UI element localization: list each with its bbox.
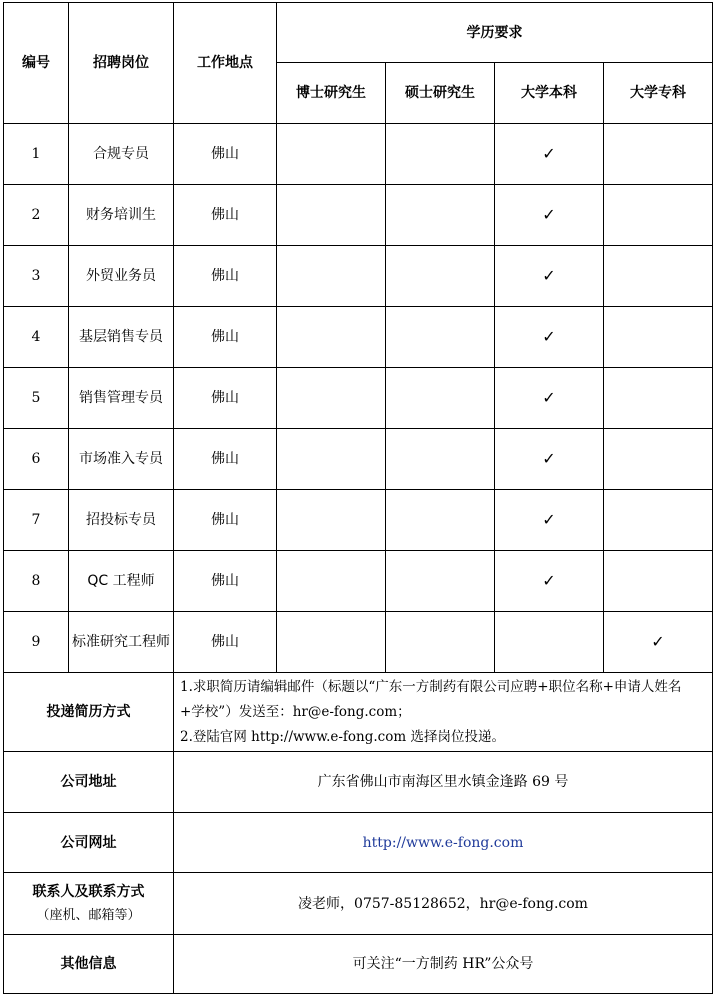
check-icon: ✓ xyxy=(542,388,556,407)
edu-cell-phd xyxy=(277,307,386,368)
row-location: 佛山 xyxy=(174,612,277,673)
header-edu-bachelor: 大学本科 xyxy=(495,63,604,124)
row-number: 6 xyxy=(4,429,69,490)
row-location: 佛山 xyxy=(174,124,277,185)
row-number: 1 xyxy=(4,124,69,185)
row-location: 佛山 xyxy=(174,551,277,612)
table-row xyxy=(4,124,713,185)
header-no: 编号 xyxy=(4,3,69,124)
row-location: 佛山 xyxy=(174,246,277,307)
other-info-value: 可关注“一方制药 HR”公众号 xyxy=(174,935,713,994)
check-icon: ✓ xyxy=(542,510,556,529)
edu-cell-bachelor xyxy=(495,612,604,673)
header-location: 工作地点 xyxy=(174,3,277,124)
check-icon: ✓ xyxy=(542,205,556,224)
edu-cell-phd xyxy=(277,124,386,185)
row-number: 2 xyxy=(4,185,69,246)
edu-cell-college xyxy=(604,429,713,490)
row-location: 佛山 xyxy=(174,185,277,246)
edu-cell-college xyxy=(604,307,713,368)
header-position: 招聘岗位 xyxy=(69,3,174,124)
edu-cell-college xyxy=(604,551,713,612)
edu-cell-master xyxy=(386,490,495,551)
table-row xyxy=(4,246,713,307)
edu-cell-college xyxy=(604,368,713,429)
row-position: QC 工程师 xyxy=(69,551,174,612)
row-position: 标准研究工程师 xyxy=(69,612,174,673)
edu-cell-college xyxy=(604,246,713,307)
edu-cell-bachelor xyxy=(495,551,604,612)
contact-label: 联系人及联系方式 xyxy=(32,883,145,900)
row-number: 8 xyxy=(4,551,69,612)
row-number: 9 xyxy=(4,612,69,673)
row-number: 3 xyxy=(4,246,69,307)
header-edu-phd: 博士研究生 xyxy=(277,63,386,124)
row-number: 5 xyxy=(4,368,69,429)
row-location: 佛山 xyxy=(174,368,277,429)
edu-cell-bachelor xyxy=(495,429,604,490)
edu-cell-bachelor xyxy=(495,307,604,368)
edu-cell-phd xyxy=(277,429,386,490)
header-edu-master: 硕士研究生 xyxy=(386,63,495,124)
edu-cell-college xyxy=(604,490,713,551)
row-position: 财务培训生 xyxy=(69,185,174,246)
resume-method-line-1: 1.求职简历请编辑邮件（标题以“广东一方制药有限公司应聘+职位名称+申请人姓名+学校”）发送至：hr@e-fong.com； xyxy=(180,678,682,720)
edu-cell-master xyxy=(386,612,495,673)
edu-cell-bachelor xyxy=(495,368,604,429)
edu-cell-bachelor xyxy=(495,246,604,307)
table-row xyxy=(4,307,713,368)
other-info-label: 其他信息 xyxy=(4,935,174,994)
table-row xyxy=(4,612,713,673)
table-row xyxy=(4,429,713,490)
resume-method-value xyxy=(174,673,713,752)
row-location: 佛山 xyxy=(174,490,277,551)
contact-value: 凌老师，0757-85128652，hr@e-fong.com xyxy=(174,873,713,935)
edu-cell-phd xyxy=(277,246,386,307)
resume-method-line-2: 2.登陆官网 http://www.e-fong.com 选择岗位投递。 xyxy=(180,728,505,745)
edu-cell-bachelor xyxy=(495,124,604,185)
edu-cell-bachelor xyxy=(495,185,604,246)
edu-cell-phd xyxy=(277,551,386,612)
row-position: 销售管理专员 xyxy=(69,368,174,429)
edu-cell-master xyxy=(386,429,495,490)
check-icon: ✓ xyxy=(651,632,665,651)
edu-cell-master xyxy=(386,368,495,429)
row-number: 4 xyxy=(4,307,69,368)
check-icon: ✓ xyxy=(542,266,556,285)
edu-cell-phd xyxy=(277,185,386,246)
header-edu-college: 大学专科 xyxy=(604,63,713,124)
edu-cell-phd xyxy=(277,490,386,551)
resume-method-label: 投递简历方式 xyxy=(4,673,174,752)
row-number: 7 xyxy=(4,490,69,551)
edu-cell-college xyxy=(604,185,713,246)
website-link[interactable]: http://www.e-fong.com xyxy=(174,813,713,873)
edu-cell-college xyxy=(604,612,713,673)
check-icon: ✓ xyxy=(542,144,556,163)
website-label: 公司网址 xyxy=(4,813,174,873)
check-icon: ✓ xyxy=(542,449,556,468)
table-row xyxy=(4,185,713,246)
row-location: 佛山 xyxy=(174,307,277,368)
edu-cell-master xyxy=(386,124,495,185)
check-icon: ✓ xyxy=(542,571,556,590)
table-row xyxy=(4,368,713,429)
row-position: 招投标专员 xyxy=(69,490,174,551)
edu-cell-master xyxy=(386,551,495,612)
edu-cell-master xyxy=(386,185,495,246)
edu-cell-phd xyxy=(277,612,386,673)
address-value: 广东省佛山市南海区里水镇金逢路 69 号 xyxy=(174,752,713,813)
row-position: 合规专员 xyxy=(69,124,174,185)
row-location: 佛山 xyxy=(174,429,277,490)
row-position: 基层销售专员 xyxy=(69,307,174,368)
edu-cell-bachelor xyxy=(495,490,604,551)
edu-cell-master xyxy=(386,307,495,368)
table-row xyxy=(4,551,713,612)
check-icon: ✓ xyxy=(542,327,556,346)
table-row xyxy=(4,490,713,551)
contact-label-cell xyxy=(4,873,174,935)
row-position: 外贸业务员 xyxy=(69,246,174,307)
row-position: 市场准入专员 xyxy=(69,429,174,490)
edu-cell-phd xyxy=(277,368,386,429)
contact-sublabel: （座机、邮箱等） xyxy=(36,907,141,923)
recruitment-table xyxy=(3,2,713,994)
address-label: 公司地址 xyxy=(4,752,174,813)
header-education: 学历要求 xyxy=(277,3,713,63)
edu-cell-master xyxy=(386,246,495,307)
edu-cell-college xyxy=(604,124,713,185)
